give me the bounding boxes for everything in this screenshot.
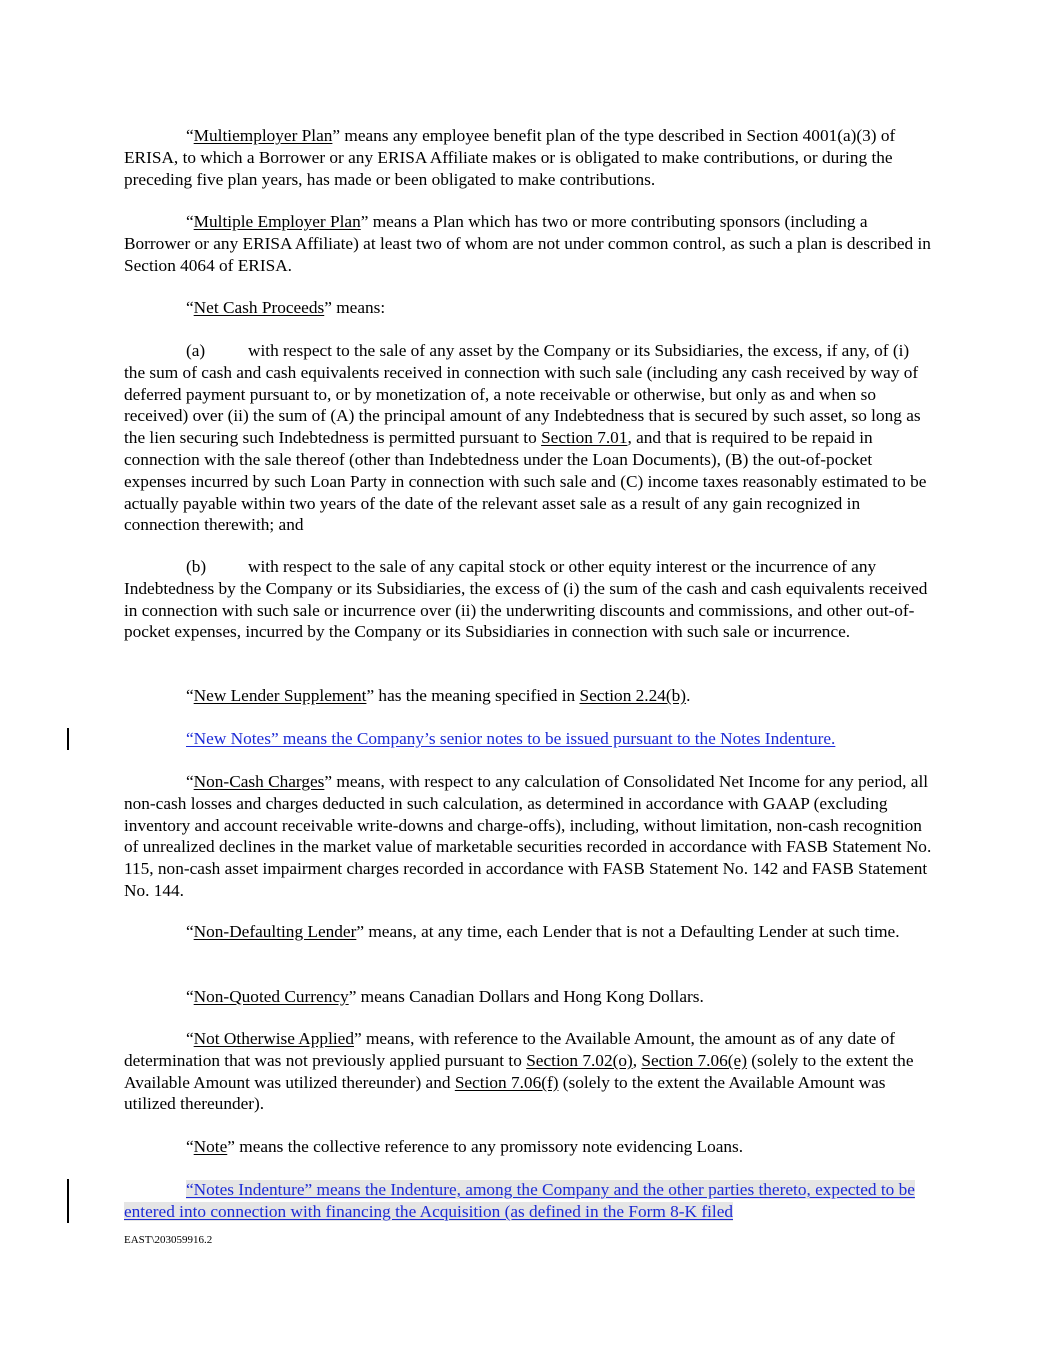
document-id-footer: EAST\203059916.2 (124, 1234, 213, 1246)
separator: , (632, 1050, 642, 1070)
defined-term: Non-Cash Charges (193, 772, 325, 791)
defined-term: Multiemployer Plan (193, 126, 333, 145)
definition-text: ” means a Plan which has two or more contributing sponsors (including a Borrower or any ERISA Affiliate) at least two of whom are not under common control, as such a plan is described in Section 4064 of ERISA. (124, 212, 931, 275)
open-quote: “ (186, 922, 194, 941)
definition-text: ” means, with respect to any calculation of Consolidated Net Income for any period, all non-cash losses and charges deducted in such calculation, as determined in accordance with GAAP (excluding inventory and account receivable write-downs and charge-offs), including, without limitation, non-cash recognition of unrealized declines in the market value of marketable securities recorded in accordance with FASB Statement No. 115, non-cash asset impairment charges recorded in accordance with FASB Statement No. 142 and FASB Statement No. 144. (124, 772, 932, 900)
defined-term: Net Cash Proceeds (193, 298, 325, 317)
section-reference: Section 7.06(f) (454, 1072, 559, 1092)
section-reference: Section 7.06(e) (641, 1050, 747, 1070)
inserted-text: “Notes Indenture” means the Indenture, among the Company and the other parties thereto, expected to be entered into connection with financing the Acquisition (as defined in the Form 8-K filed (124, 1180, 915, 1221)
definition-not-otherwise-applied (124, 1028, 934, 1115)
open-quote: “ (186, 212, 194, 231)
defined-term: Note (193, 1137, 228, 1156)
clause-text: , and that is required to be repaid in connection with the sale thereof (other than Indebtedness under the Loan Documents), (B) the out-of-pocket expenses incurred by such Loan Party in connection with such sale and (C) income taxes reasonably estimated to be actually payable within two years of the date of the relevant asset sale as a result of any gain recognized in connection therewith; and (124, 428, 927, 535)
open-quote: “ (186, 1029, 194, 1048)
definition-text: ” means: (324, 298, 386, 317)
definition-text: ” means the collective reference to any promissory note evidencing Loans. (227, 1137, 744, 1156)
definition-text: ” means, at any time, each Lender that is not a Defaulting Lender at such time. (356, 922, 900, 941)
definition-multiemployer-plan (124, 125, 934, 190)
definition-new-lender-supplement (124, 685, 934, 707)
definition-non-defaulting-lender (124, 921, 934, 943)
clause-text: with respect to the sale of any asset by the Company or its Subsidiaries, the excess, if any, of (i) the sum of cash and cash equivalents received in connection with such sale (including any cash received by way of deferred payment pursuant to, or by monetization of, a note receivable or otherwise, but only as and when so received) over (ii) the sum of (A) the principal amount of any Indebtedness that is secured by such asset, so long as the lien securing such Indebtedness is permitted pursuant to (124, 341, 921, 448)
definition-text: ” means Canadian Dollars and Hong Kong Dollars. (348, 987, 704, 1006)
definition-note (124, 1136, 934, 1158)
definition-text: ” means any employee benefit plan of the type described in Section 4001(a)(3) of ERISA, to which a Borrower or any ERISA Affiliate makes or is obligated to make contributions, or during the preceding five plan years, has made or been obligated to make contributions. (124, 126, 896, 189)
open-quote: “ (186, 686, 194, 705)
open-quote: “ (186, 987, 194, 1006)
clause-a (124, 340, 934, 536)
period: . (686, 686, 691, 705)
revision-change-bar (67, 1179, 69, 1223)
section-reference: Section 7.02(o) (526, 1050, 633, 1070)
clause-text: with respect to the sale of any capital stock or other equity interest or the incurrence of any Indebtedness by the Company or its Subsidiaries, the excess of (i) the sum of the cash and cash equivalents received in connection with such sale or incurrence over (ii) the underwriting discounts and commissions, and other out-of-pocket expenses, incurred by the Company or its Subsidiaries in connection with such sale or incurrence. (124, 557, 928, 642)
definition-multiple-employer-plan (124, 211, 934, 276)
inserted-text: “New Notes” means the Company’s senior notes to be issued pursuant to the Notes Indenture. (186, 729, 836, 748)
defined-term: Multiple Employer Plan (193, 212, 361, 231)
definition-non-cash-charges (124, 771, 934, 902)
defined-term: Not Otherwise Applied (193, 1029, 354, 1048)
revision-change-bar (67, 728, 69, 750)
section-reference: Section 7.01 (541, 428, 628, 448)
definition-text: ” has the meaning specified in (366, 686, 580, 705)
open-quote: “ (186, 772, 194, 791)
definition-new-notes (124, 728, 934, 750)
clause-b (124, 556, 934, 643)
open-quote: “ (186, 298, 194, 317)
defined-term: Non-Quoted Currency (193, 987, 349, 1006)
clause-label: (b) (186, 557, 207, 576)
section-reference: Section 2.24(b) (579, 686, 687, 705)
definition-text: ” means, with reference to the Available Amount, the amount as of any date of determination that was not previously applied pursuant to (124, 1029, 895, 1070)
definition-text: (solely to the extent the Available Amount was utilized thereunder). (124, 1072, 886, 1114)
clause-label: (a) (186, 341, 206, 360)
definition-net-cash-proceeds (124, 297, 934, 319)
defined-term: New Lender Supplement (193, 686, 367, 705)
defined-term: Non-Defaulting Lender (193, 922, 357, 941)
open-quote: “ (186, 126, 194, 145)
definition-non-quoted-currency (124, 986, 934, 1008)
open-quote: “ (186, 1137, 194, 1156)
definition-notes-indenture (124, 1179, 934, 1223)
definition-text: (solely to the extent the Available Amount was utilized thereunder) and (124, 1050, 914, 1092)
